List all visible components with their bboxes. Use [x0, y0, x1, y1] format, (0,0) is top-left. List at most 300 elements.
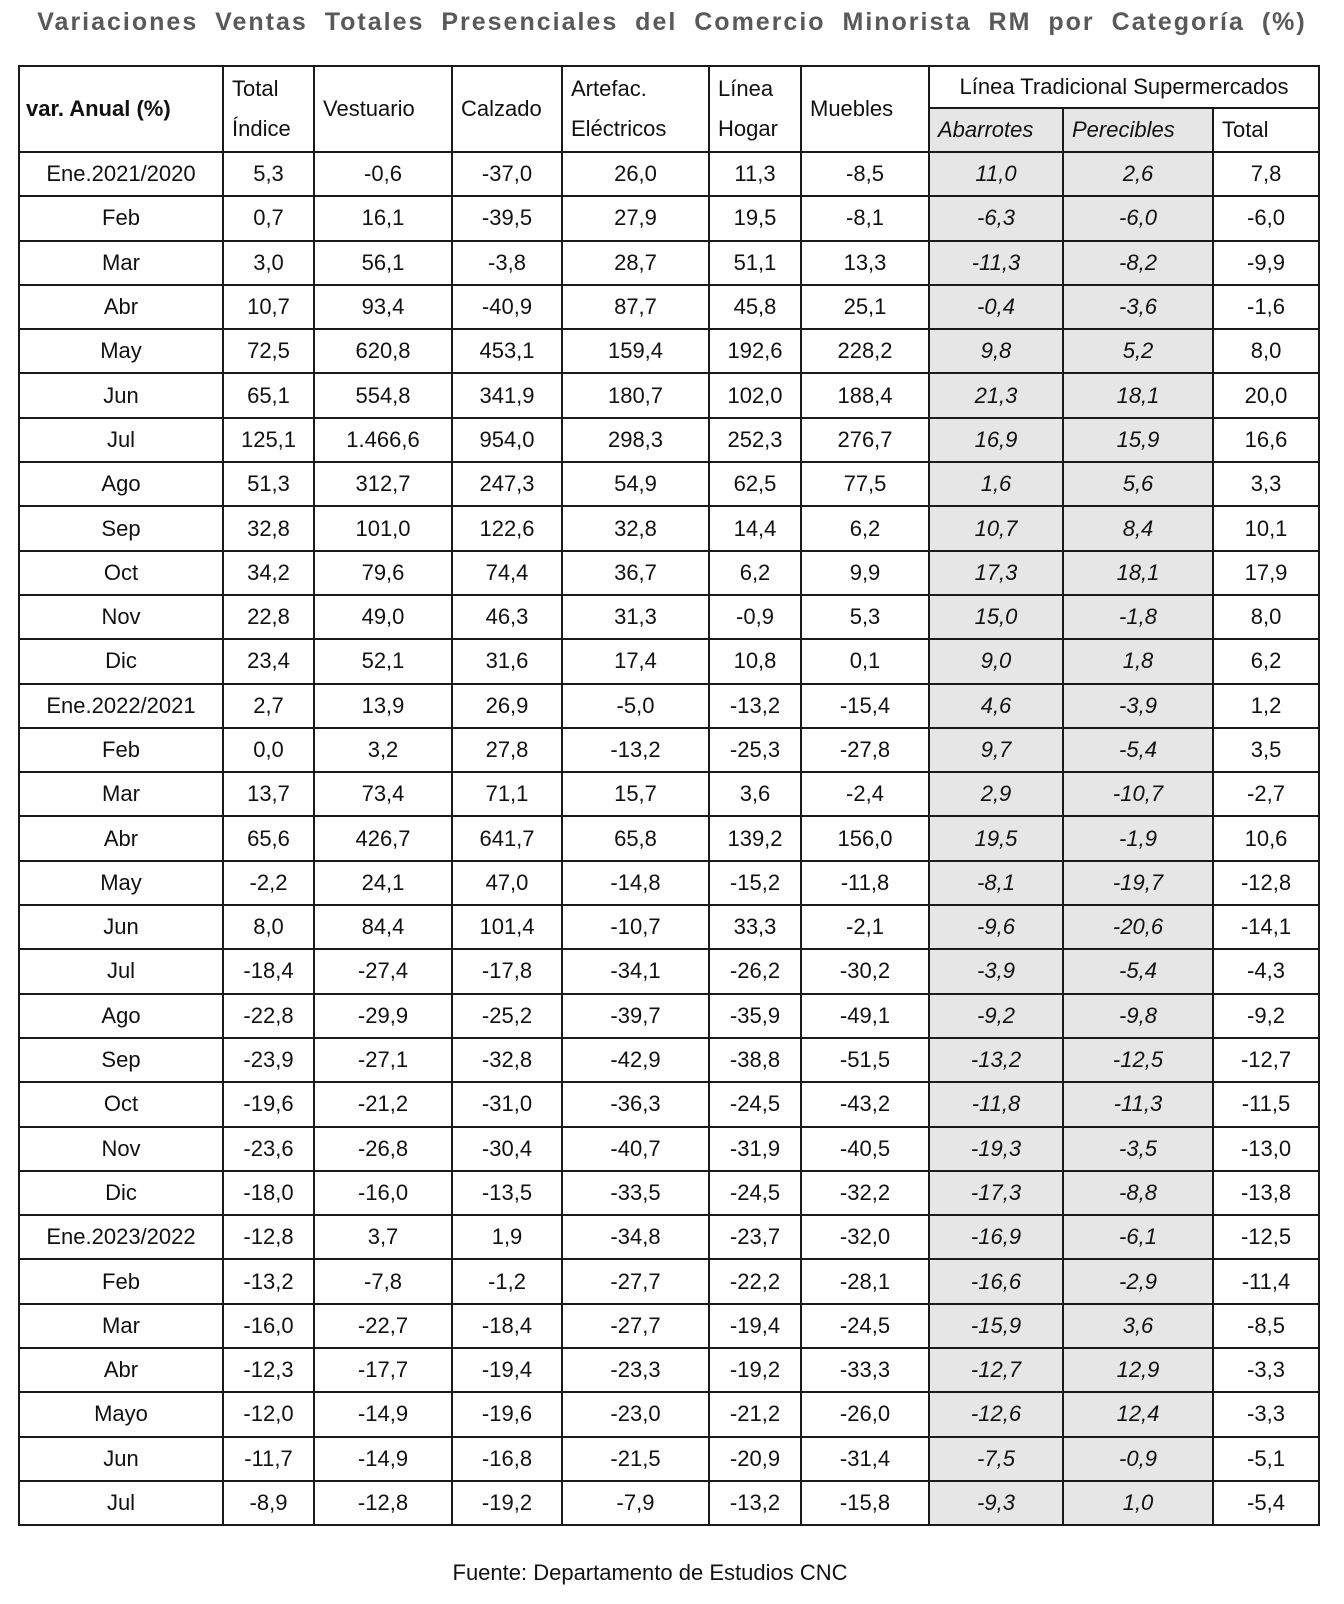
month-cell: Feb — [19, 728, 223, 772]
artefactos-cell: 65,8 — [562, 816, 709, 860]
calzado-cell: 46,3 — [452, 595, 562, 639]
calzado-cell: -17,8 — [452, 949, 562, 993]
linea-hogar-cell: 252,3 — [709, 418, 801, 462]
month-cell: Mayo — [19, 1392, 223, 1436]
perecibles-cell: 15,9 — [1063, 418, 1213, 462]
table-row — [19, 816, 1319, 860]
muebles-cell: 13,3 — [801, 241, 929, 285]
total-cell: -12,7 — [1213, 1038, 1319, 1082]
muebles-cell: 5,3 — [801, 595, 929, 639]
muebles-cell: 25,1 — [801, 285, 929, 329]
month-cell: Mar — [19, 241, 223, 285]
table-row — [19, 1348, 1319, 1392]
abarrotes-cell: -12,6 — [929, 1392, 1063, 1436]
total-indice-cell: 23,4 — [223, 639, 314, 683]
month-cell: Oct — [19, 1082, 223, 1126]
linea-hogar-cell: -24,5 — [709, 1082, 801, 1126]
total-cell: -12,8 — [1213, 861, 1319, 905]
total-indice-cell: 2,7 — [223, 684, 314, 728]
perecibles-cell: -6,1 — [1063, 1215, 1213, 1259]
perecibles-cell: -1,8 — [1063, 595, 1213, 639]
month-cell: Feb — [19, 196, 223, 240]
perecibles-cell: -12,5 — [1063, 1038, 1213, 1082]
total-indice-cell: -19,6 — [223, 1082, 314, 1126]
vestuario-cell: -17,7 — [314, 1348, 452, 1392]
abarrotes-cell: 4,6 — [929, 684, 1063, 728]
perecibles-cell: -6,0 — [1063, 196, 1213, 240]
total-indice-cell: -23,6 — [223, 1127, 314, 1171]
perecibles-cell: 18,1 — [1063, 551, 1213, 595]
abarrotes-cell: 16,9 — [929, 418, 1063, 462]
linea-hogar-cell: -13,2 — [709, 684, 801, 728]
calzado-cell: 26,9 — [452, 684, 562, 728]
table-row — [19, 285, 1319, 329]
abarrotes-cell: -11,3 — [929, 241, 1063, 285]
total-indice-cell: 5,3 — [223, 152, 314, 196]
muebles-cell: -26,0 — [801, 1392, 929, 1436]
calzado-cell: -39,5 — [452, 196, 562, 240]
total-cell: 10,6 — [1213, 816, 1319, 860]
perecibles-cell: 1,0 — [1063, 1481, 1213, 1525]
calzado-cell: -1,2 — [452, 1259, 562, 1303]
muebles-cell: -2,1 — [801, 905, 929, 949]
total-indice-cell: -13,2 — [223, 1259, 314, 1303]
total-cell: -12,5 — [1213, 1215, 1319, 1259]
vestuario-cell: 3,2 — [314, 728, 452, 772]
calzado-cell: -32,8 — [452, 1038, 562, 1082]
month-cell: Abr — [19, 285, 223, 329]
abarrotes-cell: -6,3 — [929, 196, 1063, 240]
abarrotes-cell: -11,8 — [929, 1082, 1063, 1126]
perecibles-cell: 18,1 — [1063, 373, 1213, 417]
total-indice-cell: 65,1 — [223, 373, 314, 417]
abarrotes-cell: -9,3 — [929, 1481, 1063, 1525]
linea-hogar-cell: -19,2 — [709, 1348, 801, 1392]
header-row-label: var. Anual (%) — [19, 66, 223, 152]
vestuario-cell: 1.466,6 — [314, 418, 452, 462]
calzado-cell: -19,6 — [452, 1392, 562, 1436]
calzado-cell: -37,0 — [452, 152, 562, 196]
header-calzado: Calzado — [452, 66, 562, 152]
muebles-cell: 188,4 — [801, 373, 929, 417]
calzado-cell: 1,9 — [452, 1215, 562, 1259]
muebles-cell: -40,5 — [801, 1127, 929, 1171]
muebles-cell: -28,1 — [801, 1259, 929, 1303]
total-cell: 3,5 — [1213, 728, 1319, 772]
perecibles-cell: -1,9 — [1063, 816, 1213, 860]
abarrotes-cell: -16,9 — [929, 1215, 1063, 1259]
vestuario-cell: 56,1 — [314, 241, 452, 285]
vestuario-cell: -27,1 — [314, 1038, 452, 1082]
total-indice-cell: 3,0 — [223, 241, 314, 285]
calzado-cell: 74,4 — [452, 551, 562, 595]
total-cell: -6,0 — [1213, 196, 1319, 240]
month-cell: Jul — [19, 1481, 223, 1525]
month-cell: May — [19, 861, 223, 905]
vestuario-cell: -21,2 — [314, 1082, 452, 1126]
month-cell: Abr — [19, 1348, 223, 1392]
total-cell: -4,3 — [1213, 949, 1319, 993]
vestuario-cell: -14,9 — [314, 1437, 452, 1481]
calzado-cell: 31,6 — [452, 639, 562, 683]
calzado-cell: -18,4 — [452, 1304, 562, 1348]
perecibles-cell: 3,6 — [1063, 1304, 1213, 1348]
abarrotes-cell: -13,2 — [929, 1038, 1063, 1082]
month-cell: Jun — [19, 373, 223, 417]
table-row — [19, 772, 1319, 816]
total-indice-cell: -23,9 — [223, 1038, 314, 1082]
perecibles-cell: -0,9 — [1063, 1437, 1213, 1481]
linea-hogar-cell: -19,4 — [709, 1304, 801, 1348]
total-indice-cell: 125,1 — [223, 418, 314, 462]
total-cell: 17,9 — [1213, 551, 1319, 595]
perecibles-cell: 2,6 — [1063, 152, 1213, 196]
table-row — [19, 728, 1319, 772]
vestuario-cell: 24,1 — [314, 861, 452, 905]
linea-hogar-cell: 139,2 — [709, 816, 801, 860]
perecibles-cell: 5,2 — [1063, 329, 1213, 373]
calzado-cell: -25,2 — [452, 994, 562, 1038]
perecibles-cell: -3,9 — [1063, 684, 1213, 728]
muebles-cell: -30,2 — [801, 949, 929, 993]
muebles-cell: -8,1 — [801, 196, 929, 240]
table-row — [19, 1481, 1319, 1525]
artefactos-cell: -42,9 — [562, 1038, 709, 1082]
table-row — [19, 1038, 1319, 1082]
vestuario-cell: 620,8 — [314, 329, 452, 373]
header-vestuario: Vestuario — [314, 66, 452, 152]
vestuario-cell: -16,0 — [314, 1171, 452, 1215]
perecibles-cell: 12,4 — [1063, 1392, 1213, 1436]
month-cell: Ago — [19, 462, 223, 506]
vestuario-cell: 312,7 — [314, 462, 452, 506]
month-cell: Nov — [19, 595, 223, 639]
vestuario-cell: 79,6 — [314, 551, 452, 595]
abarrotes-cell: 10,7 — [929, 506, 1063, 550]
month-cell: Oct — [19, 551, 223, 595]
calzado-cell: -16,8 — [452, 1437, 562, 1481]
artefactos-cell: -23,0 — [562, 1392, 709, 1436]
total-cell: 8,0 — [1213, 329, 1319, 373]
linea-hogar-cell: -13,2 — [709, 1481, 801, 1525]
linea-hogar-cell: 102,0 — [709, 373, 801, 417]
total-indice-cell: -22,8 — [223, 994, 314, 1038]
calzado-cell: -40,9 — [452, 285, 562, 329]
total-indice-cell: -8,9 — [223, 1481, 314, 1525]
header-artefactos: Artefac. Eléctricos — [562, 66, 709, 152]
artefactos-cell: 17,4 — [562, 639, 709, 683]
total-indice-cell: 22,8 — [223, 595, 314, 639]
header-supermercados-group: Línea Tradicional Supermercados — [929, 66, 1319, 108]
linea-hogar-cell: 11,3 — [709, 152, 801, 196]
calzado-cell: 101,4 — [452, 905, 562, 949]
muebles-cell: -43,2 — [801, 1082, 929, 1126]
total-indice-cell: -12,3 — [223, 1348, 314, 1392]
source-note: Fuente: Departamento de Estudios CNC — [452, 1560, 848, 1585]
muebles-cell: -31,4 — [801, 1437, 929, 1481]
calzado-cell: -30,4 — [452, 1127, 562, 1171]
header-total: Total — [1213, 108, 1319, 152]
perecibles-cell: -19,7 — [1063, 861, 1213, 905]
vestuario-cell: -12,8 — [314, 1481, 452, 1525]
perecibles-cell: -8,2 — [1063, 241, 1213, 285]
calzado-cell: 71,1 — [452, 772, 562, 816]
month-cell: Mar — [19, 1304, 223, 1348]
month-cell: Nov — [19, 1127, 223, 1171]
calzado-cell: 453,1 — [452, 329, 562, 373]
linea-hogar-cell: 51,1 — [709, 241, 801, 285]
total-cell: -11,5 — [1213, 1082, 1319, 1126]
month-cell: Ene.2022/2021 — [19, 684, 223, 728]
linea-hogar-cell: -26,2 — [709, 949, 801, 993]
linea-hogar-cell: 6,2 — [709, 551, 801, 595]
perecibles-cell: -2,9 — [1063, 1259, 1213, 1303]
linea-hogar-cell: 19,5 — [709, 196, 801, 240]
total-indice-cell: -18,0 — [223, 1171, 314, 1215]
vestuario-cell: -26,8 — [314, 1127, 452, 1171]
month-cell: Ene.2021/2020 — [19, 152, 223, 196]
muebles-cell: 156,0 — [801, 816, 929, 860]
total-cell: -1,6 — [1213, 285, 1319, 329]
sales-variation-table — [18, 65, 1320, 1526]
table-row — [19, 506, 1319, 550]
table-row — [19, 861, 1319, 905]
vestuario-cell: 49,0 — [314, 595, 452, 639]
muebles-cell: -32,0 — [801, 1215, 929, 1259]
month-cell: Mar — [19, 772, 223, 816]
calzado-cell: -13,5 — [452, 1171, 562, 1215]
total-cell: 16,6 — [1213, 418, 1319, 462]
month-cell: Jun — [19, 1437, 223, 1481]
total-cell: 3,3 — [1213, 462, 1319, 506]
total-cell: 10,1 — [1213, 506, 1319, 550]
linea-hogar-cell: 192,6 — [709, 329, 801, 373]
linea-hogar-cell: -20,9 — [709, 1437, 801, 1481]
artefactos-cell: -40,7 — [562, 1127, 709, 1171]
calzado-cell: -19,4 — [452, 1348, 562, 1392]
artefactos-cell: -14,8 — [562, 861, 709, 905]
calzado-cell: 641,7 — [452, 816, 562, 860]
muebles-cell: 77,5 — [801, 462, 929, 506]
abarrotes-cell: 21,3 — [929, 373, 1063, 417]
total-cell: -3,3 — [1213, 1392, 1319, 1436]
total-cell: -5,1 — [1213, 1437, 1319, 1481]
calzado-cell: -3,8 — [452, 241, 562, 285]
total-indice-cell: 8,0 — [223, 905, 314, 949]
total-indice-cell: 10,7 — [223, 285, 314, 329]
perecibles-cell: -20,6 — [1063, 905, 1213, 949]
perecibles-cell: -8,8 — [1063, 1171, 1213, 1215]
linea-hogar-cell: 62,5 — [709, 462, 801, 506]
abarrotes-cell: 11,0 — [929, 152, 1063, 196]
month-cell: Jun — [19, 905, 223, 949]
muebles-cell: -2,4 — [801, 772, 929, 816]
total-indice-cell: -11,7 — [223, 1437, 314, 1481]
total-cell: 20,0 — [1213, 373, 1319, 417]
total-indice-cell: -12,0 — [223, 1392, 314, 1436]
total-indice-cell: -16,0 — [223, 1304, 314, 1348]
vestuario-cell: -14,9 — [314, 1392, 452, 1436]
table-row — [19, 595, 1319, 639]
vestuario-cell: 3,7 — [314, 1215, 452, 1259]
muebles-cell: 6,2 — [801, 506, 929, 550]
total-cell: -3,3 — [1213, 1348, 1319, 1392]
table-row — [19, 1215, 1319, 1259]
perecibles-cell: 12,9 — [1063, 1348, 1213, 1392]
vestuario-cell: 554,8 — [314, 373, 452, 417]
total-cell: -2,7 — [1213, 772, 1319, 816]
calzado-cell: 47,0 — [452, 861, 562, 905]
total-cell: -8,5 — [1213, 1304, 1319, 1348]
vestuario-cell: 84,4 — [314, 905, 452, 949]
abarrotes-cell: 9,8 — [929, 329, 1063, 373]
month-cell: Dic — [19, 639, 223, 683]
table-row — [19, 905, 1319, 949]
total-indice-cell: -18,4 — [223, 949, 314, 993]
month-cell: Jul — [19, 418, 223, 462]
table-row — [19, 1127, 1319, 1171]
artefactos-cell: 32,8 — [562, 506, 709, 550]
perecibles-cell: 1,8 — [1063, 639, 1213, 683]
calzado-cell: 27,8 — [452, 728, 562, 772]
muebles-cell: -51,5 — [801, 1038, 929, 1082]
muebles-cell: -27,8 — [801, 728, 929, 772]
muebles-cell: -24,5 — [801, 1304, 929, 1348]
month-cell: Dic — [19, 1171, 223, 1215]
vestuario-cell: -29,9 — [314, 994, 452, 1038]
artefactos-cell: -34,8 — [562, 1215, 709, 1259]
perecibles-cell: -3,5 — [1063, 1127, 1213, 1171]
month-cell: Abr — [19, 816, 223, 860]
abarrotes-cell: -16,6 — [929, 1259, 1063, 1303]
table-row — [19, 639, 1319, 683]
table-row — [19, 551, 1319, 595]
vestuario-cell: 93,4 — [314, 285, 452, 329]
linea-hogar-cell: -35,9 — [709, 994, 801, 1038]
header-linea-hogar: Línea Hogar — [709, 66, 801, 152]
linea-hogar-cell: 3,6 — [709, 772, 801, 816]
vestuario-cell: 16,1 — [314, 196, 452, 240]
linea-hogar-cell: -21,2 — [709, 1392, 801, 1436]
artefactos-cell: 87,7 — [562, 285, 709, 329]
linea-hogar-cell: -24,5 — [709, 1171, 801, 1215]
muebles-cell: -11,8 — [801, 861, 929, 905]
total-indice-cell: 34,2 — [223, 551, 314, 595]
abarrotes-cell: -15,9 — [929, 1304, 1063, 1348]
total-indice-cell: -12,8 — [223, 1215, 314, 1259]
table-title: Variaciones Ventas Totales Presenciales del Comercio Minorista RM por Categoría (%) — [37, 8, 1307, 36]
total-cell: 1,2 — [1213, 684, 1319, 728]
muebles-cell: 9,9 — [801, 551, 929, 595]
perecibles-cell: 8,4 — [1063, 506, 1213, 550]
vestuario-cell: -7,8 — [314, 1259, 452, 1303]
month-cell: Ene.2023/2022 — [19, 1215, 223, 1259]
muebles-cell: 0,1 — [801, 639, 929, 683]
artefactos-cell: -36,3 — [562, 1082, 709, 1126]
artefactos-cell: -34,1 — [562, 949, 709, 993]
abarrotes-cell: -9,6 — [929, 905, 1063, 949]
muebles-cell: -8,5 — [801, 152, 929, 196]
linea-hogar-cell: 45,8 — [709, 285, 801, 329]
calzado-cell: 247,3 — [452, 462, 562, 506]
artefactos-cell: -13,2 — [562, 728, 709, 772]
table-row — [19, 1392, 1319, 1436]
calzado-cell: -19,2 — [452, 1481, 562, 1525]
perecibles-cell: -9,8 — [1063, 994, 1213, 1038]
artefactos-cell: 36,7 — [562, 551, 709, 595]
linea-hogar-cell: -31,9 — [709, 1127, 801, 1171]
linea-hogar-cell: -0,9 — [709, 595, 801, 639]
month-cell: Jul — [19, 949, 223, 993]
vestuario-cell: -0,6 — [314, 152, 452, 196]
total-indice-cell: 0,7 — [223, 196, 314, 240]
abarrotes-cell: 9,7 — [929, 728, 1063, 772]
total-cell: -9,2 — [1213, 994, 1319, 1038]
muebles-cell: -15,8 — [801, 1481, 929, 1525]
table-row — [19, 1171, 1319, 1215]
total-cell: 6,2 — [1213, 639, 1319, 683]
total-indice-cell: 13,7 — [223, 772, 314, 816]
total-indice-cell: 32,8 — [223, 506, 314, 550]
header-abarrotes: Abarrotes — [929, 108, 1063, 152]
muebles-cell: -33,3 — [801, 1348, 929, 1392]
total-cell: -13,8 — [1213, 1171, 1319, 1215]
table-row — [19, 418, 1319, 462]
table-row — [19, 462, 1319, 506]
abarrotes-cell: 19,5 — [929, 816, 1063, 860]
table-row — [19, 1304, 1319, 1348]
header-perecibles: Perecibles — [1063, 108, 1213, 152]
perecibles-cell: -5,4 — [1063, 949, 1213, 993]
artefactos-cell: -23,3 — [562, 1348, 709, 1392]
table-body — [19, 152, 1319, 1525]
vestuario-cell: 101,0 — [314, 506, 452, 550]
muebles-cell: -32,2 — [801, 1171, 929, 1215]
total-cell: -11,4 — [1213, 1259, 1319, 1303]
header-total-indice: Total Índice — [223, 66, 314, 152]
abarrotes-cell: 15,0 — [929, 595, 1063, 639]
table-row — [19, 196, 1319, 240]
vestuario-cell: 426,7 — [314, 816, 452, 860]
abarrotes-cell: -12,7 — [929, 1348, 1063, 1392]
linea-hogar-cell: -38,8 — [709, 1038, 801, 1082]
linea-hogar-cell: -22,2 — [709, 1259, 801, 1303]
abarrotes-cell: 17,3 — [929, 551, 1063, 595]
total-cell: -14,1 — [1213, 905, 1319, 949]
total-indice-cell: 72,5 — [223, 329, 314, 373]
artefactos-cell: 298,3 — [562, 418, 709, 462]
abarrotes-cell: -19,3 — [929, 1127, 1063, 1171]
calzado-cell: -31,0 — [452, 1082, 562, 1126]
artefactos-cell: 15,7 — [562, 772, 709, 816]
total-indice-cell: 0,0 — [223, 728, 314, 772]
artefactos-cell: -27,7 — [562, 1304, 709, 1348]
table-row — [19, 994, 1319, 1038]
muebles-cell: -15,4 — [801, 684, 929, 728]
linea-hogar-cell: 10,8 — [709, 639, 801, 683]
artefactos-cell: -39,7 — [562, 994, 709, 1038]
muebles-cell: 276,7 — [801, 418, 929, 462]
total-indice-cell: 51,3 — [223, 462, 314, 506]
total-indice-cell: -2,2 — [223, 861, 314, 905]
linea-hogar-cell: -15,2 — [709, 861, 801, 905]
abarrotes-cell: -17,3 — [929, 1171, 1063, 1215]
abarrotes-cell: -8,1 — [929, 861, 1063, 905]
table-row — [19, 1082, 1319, 1126]
abarrotes-cell: -9,2 — [929, 994, 1063, 1038]
artefactos-cell: 27,9 — [562, 196, 709, 240]
table-row — [19, 949, 1319, 993]
